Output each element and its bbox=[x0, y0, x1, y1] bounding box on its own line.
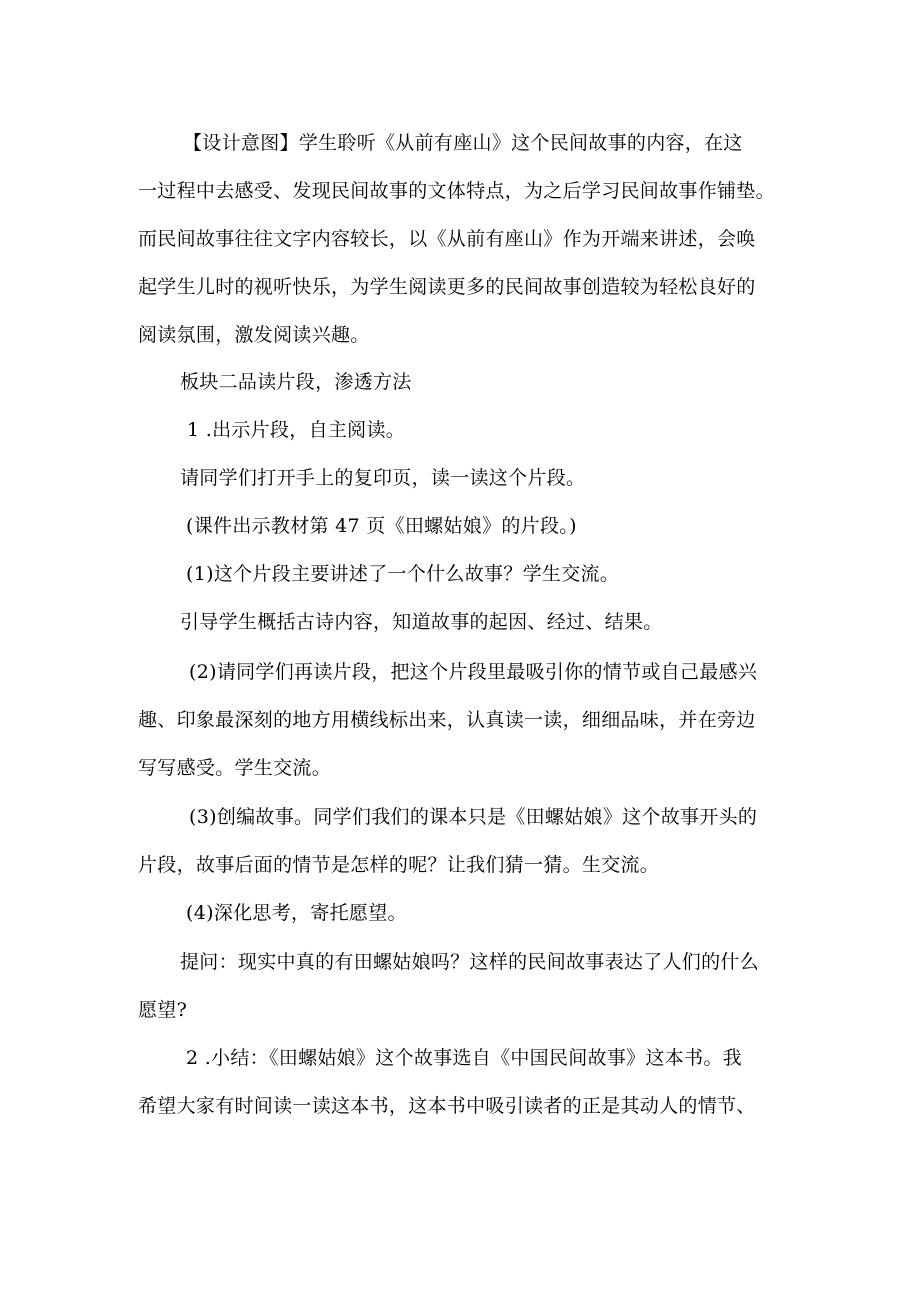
text-line: 写写感受。学生交流。 bbox=[138, 757, 332, 779]
text-line: 引导学生概括古诗内容，知道故事的起因、经过、结果。 bbox=[180, 611, 663, 633]
text-line: 一过程中去感受、发现民间故事的文体特点，为之后学习民间故事作铺垫。 bbox=[138, 180, 775, 202]
text-line: 请同学们打开手上的复印页，读一读这个片段。 bbox=[180, 467, 586, 489]
text-line: (2)请同学们再读片段，把这个片段里最吸引你的情节或自己最感兴 bbox=[189, 661, 758, 683]
text-line: 阅读氛围，激发阅读兴趣。 bbox=[138, 324, 370, 346]
text-line: (课件出示教材第 47 页《田螺姑娘》的片段。) bbox=[186, 515, 577, 537]
text-line: 【设计意图】学生聆听《从前有座山》这个民间故事的内容，在这 bbox=[183, 132, 743, 154]
text-line: 希望大家有时间读一读这本书，这本书中吸引读者的正是其动人的情节、 bbox=[138, 1095, 756, 1117]
text-line: 而民间故事往往文字内容较长，以《从前有座山》作为开端来讲述，会唤 bbox=[138, 228, 756, 250]
section-heading: 板块二品读片段，渗透方法 bbox=[180, 371, 412, 393]
text-line: 片段，故事后面的情节是怎样的呢？让我们猜一猜。生交流。 bbox=[138, 854, 660, 876]
text-line: 1 .出示片段，自主阅读。 bbox=[187, 419, 406, 441]
text-line: 提问：现实中真的有田螺姑娘吗？这样的民间故事表达了人们的什么 bbox=[180, 951, 760, 973]
text-line: 起学生儿时的视听快乐，为学生阅读更多的民间故事创造较为轻松良好的 bbox=[138, 276, 756, 298]
text-line: 2 .小结：《田螺姑娘》这个故事选自《中国民间故事》这本书。我 bbox=[186, 1047, 742, 1069]
text-line: (4)深化思考，寄托愿望。 bbox=[186, 902, 407, 924]
text-line: (1)这个片段主要讲述了一个什么故事？学生交流。 bbox=[186, 563, 620, 585]
text-line: 趣、印象最深刻的地方用横线标出来，认真读一读，细细品味，并在旁边 bbox=[138, 709, 756, 731]
text-line: 愿望? bbox=[138, 999, 188, 1021]
text-line: (3)创编故事。同学们我们的课本只是《田螺姑娘》这个故事开头的 bbox=[189, 806, 758, 828]
